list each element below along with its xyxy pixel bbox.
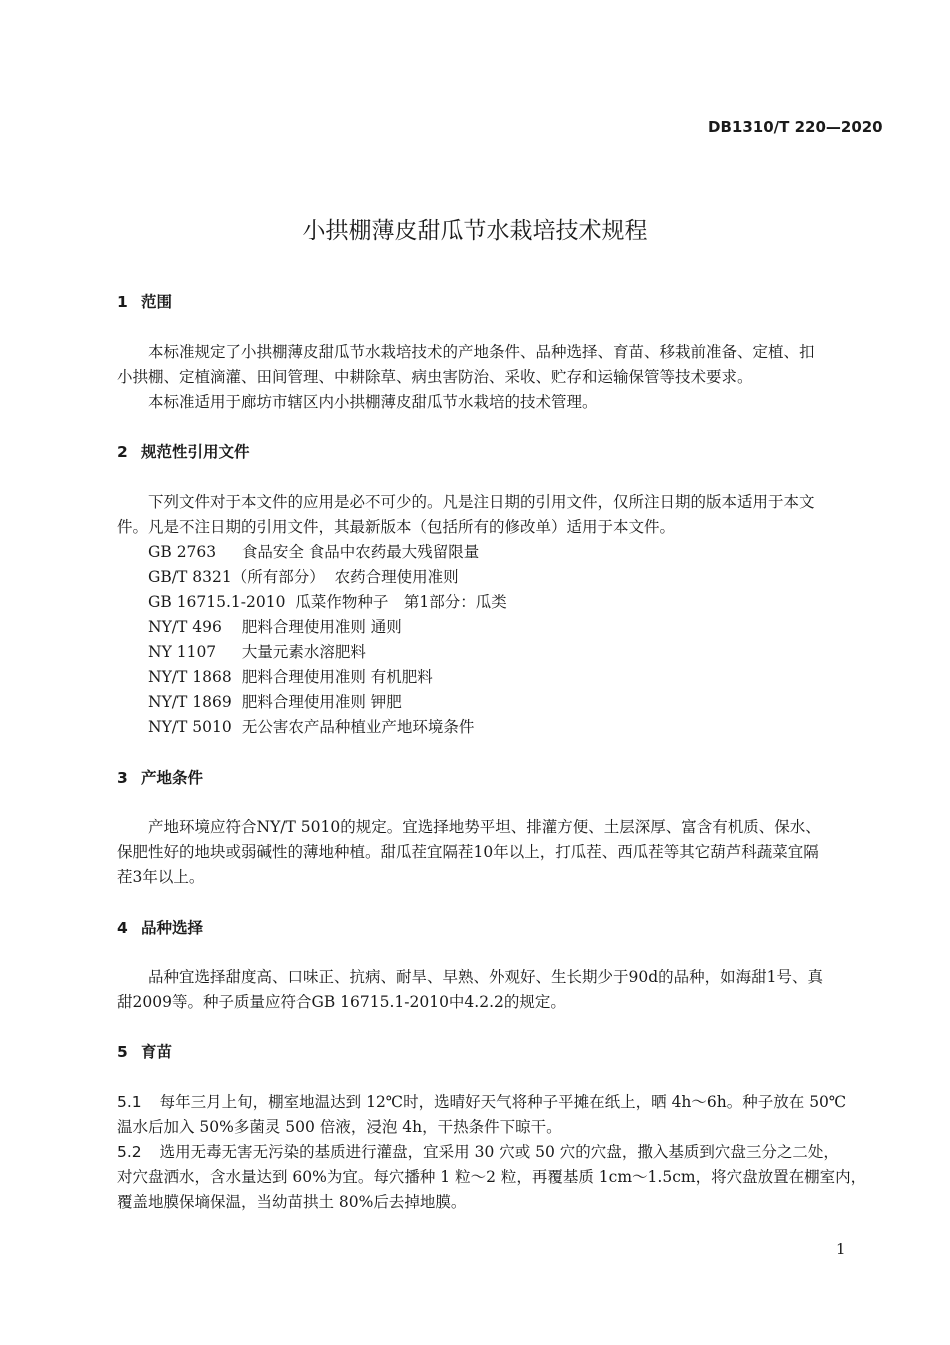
section-title: 品种选择 — [141, 919, 204, 937]
reference-code: NY/T 496 — [148, 618, 222, 636]
reference-item — [148, 690, 402, 715]
clause-5-2-line — [117, 1140, 839, 1165]
page-number: 1 — [836, 1240, 846, 1258]
paragraph-line: 件。凡是不注日期的引用文件，其最新版本（包括所有的修改单）适用于本文件。 — [117, 518, 676, 536]
paragraph-line: 本标准适用于廊坊市辖区内小拱棚薄皮甜瓜节水栽培的技术管理。 — [148, 393, 598, 411]
paragraph-line: 下列文件对于本文件的应用是必不可少的。凡是注日期的引用文件，仅所注日期的版本适用于本文 — [148, 493, 815, 511]
reference-item — [148, 540, 479, 565]
reference-code: GB/T 8321（所有部分） — [148, 568, 325, 586]
reference-title: 肥料合理使用准则 有机肥料 — [241, 668, 433, 686]
reference-code: NY 1107 — [148, 643, 217, 661]
reference-title: 肥料合理使用准则 通则 — [241, 618, 402, 636]
paragraph-line: 产地环境应符合NY/T 5010的规定。宜选择地势平坦、排灌方便、土层深厚、富含有机质、保水、 — [148, 818, 821, 836]
section-number: 5 — [117, 1043, 128, 1061]
section-4-heading — [117, 916, 203, 938]
reference-item — [148, 590, 507, 615]
reference-title: 大量元素水溶肥料 — [241, 643, 366, 661]
reference-title: 食品安全 食品中农药最大残留限量 — [241, 543, 480, 561]
section-1-heading — [117, 290, 172, 312]
reference-code: GB 2763 — [148, 543, 217, 561]
reference-code: NY/T 1868 — [148, 668, 232, 686]
reference-item — [148, 665, 433, 690]
reference-code: NY/T 5010 — [148, 718, 232, 736]
reference-item — [148, 640, 366, 665]
reference-item — [148, 615, 402, 640]
reference-code: NY/T 1869 — [148, 693, 232, 711]
section-title: 范围 — [141, 293, 173, 311]
clause-text: 选用无毒无害无污染的基质进行灌盘，宜采用 30 穴或 50 穴的穴盘，撒入基质到穴盘三分之二处， — [159, 1143, 839, 1161]
paragraph-line: 温水后加入 50%多菌灵 500 倍液，浸泡 4h，干热条件下晾干。 — [117, 1118, 562, 1136]
clause-5-1-line — [117, 1090, 846, 1115]
paragraph-line: 对穴盘洒水，含水量达到 60%为宜。每穴播种 1 粒～2 粒，再覆基质 1cm～1.5cm，将穴盘放置在棚室内， — [117, 1168, 867, 1186]
section-3-heading — [117, 766, 203, 788]
document-code: DB1310/T 220—2020 — [708, 118, 883, 136]
section-number: 4 — [117, 919, 128, 937]
reference-item — [148, 715, 474, 740]
section-number: 3 — [117, 769, 128, 787]
reference-title: 农药合理使用准则 — [334, 568, 459, 586]
paragraph-line: 小拱棚、定植滴灌、田间管理、中耕除草、病虫害防治、采收、贮存和运输保管等技术要求。 — [117, 368, 753, 386]
paragraph-line: 本标准规定了小拱棚薄皮甜瓜节水栽培技术的产地条件、品种选择、育苗、移栽前准备、定植、扣 — [148, 343, 815, 361]
clause-number: 5.1 — [117, 1093, 142, 1111]
reference-item — [148, 565, 459, 590]
reference-title: 无公害农产品种植业产地环境条件 — [241, 718, 475, 736]
reference-title: 肥料合理使用准则 钾肥 — [241, 693, 402, 711]
reference-code: GB 16715.1-2010 — [148, 593, 286, 611]
paragraph-line: 茬3年以上。 — [117, 868, 205, 886]
section-title: 产地条件 — [141, 769, 204, 787]
paragraph-line: 甜2009等。种子质量应符合GB 16715.1-2010中4.2.2的规定。 — [117, 993, 566, 1011]
paragraph-line: 保肥性好的地块或弱碱性的薄地种植。甜瓜茬宜隔茬10年以上，打瓜茬、西瓜茬等其它葫芦科蔬菜宜隔 — [117, 843, 819, 861]
section-number: 1 — [117, 293, 128, 311]
section-title: 规范性引用文件 — [141, 443, 250, 461]
document-title: 小拱棚薄皮甜瓜节水栽培技术规程 — [302, 218, 648, 244]
clause-number: 5.2 — [117, 1143, 142, 1161]
section-title: 育苗 — [141, 1043, 173, 1061]
clause-text: 每年三月上旬，棚室地温达到 12℃时，选晴好天气将种子平摊在纸上，晒 4h～6h。种子放在 50℃ — [159, 1093, 847, 1111]
paragraph-line: 覆盖地膜保墒保温，当幼苗拱土 80%后去掉地膜。 — [117, 1193, 467, 1211]
section-5-heading — [117, 1040, 172, 1062]
section-number: 2 — [117, 443, 128, 461]
reference-title: 瓜菜作物种子 第1部分：瓜类 — [295, 593, 507, 611]
paragraph-line: 品种宜选择甜度高、口味正、抗病、耐旱、早熟、外观好、生长期少于90d的品种，如海甜1号、真 — [148, 968, 824, 986]
section-2-heading — [117, 440, 250, 462]
